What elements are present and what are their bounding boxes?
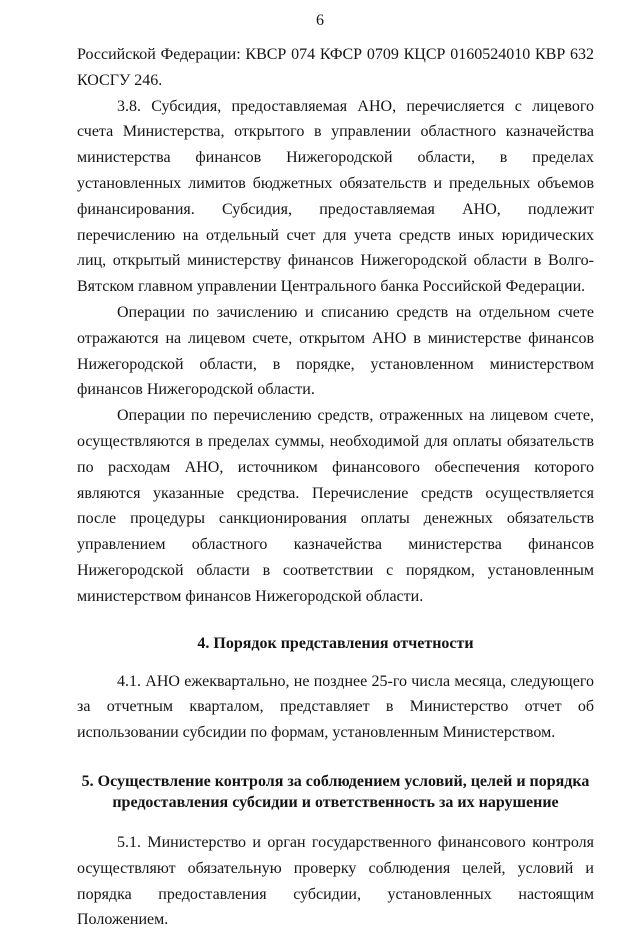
section-5-heading [77,771,594,813]
paragraph-4-1: 4.1. АНО ежеквартально, не позднее 25-го числа месяца, следующего за отчетным кварталом, представляет в Министерство отчет об использовании субсидии по формам, установленным Министерством. [77,672,594,742]
paragraph-operations-transfer: Операции по перечислению средств, отраженных на лицевом счете, осуществляются в пределах суммы, необходимой для оплаты обязательств по расходам АНО, источником финансового обеспечения которого являются указанные средства. Перечисление средств осуществляется после процедуры санкционирования оплаты денежных обязательств управлением областного казначейства министерства финансов Нижегородской области в соответствии с порядком, установленным министерством финансов Нижегородской области. [77,407,594,605]
page-number: 6 [316,12,324,29]
paragraph-kbk-continuation: Российской Федерации: КВСР 074 КФСР 0709 КЦСР 0160524010 КВР 632 КОСГУ 246. [77,46,594,89]
paragraph-3-8: 3.8. Субсидия, предоставляемая АНО, перечисляется с лицевого счета Министерства, открытого в управлении областного казначейства министерства финансов Нижегородской области, в пределах установленных лимитов бюджетных обязательств и предельных объемов финансирования. Субсидия, предоставляемая АНО, подлежит перечислению на отдельный счет для учета средств иных юридических лиц, открытый министерству финансов Нижегородской области в Волго-Вятском главном управлении Центрального банка Российской Федерации. [77,97,594,296]
section-4-heading: 4. Порядок представления отчетности [197,634,474,652]
paragraph-5-1: 5.1. Министерство и орган государственного финансового контроля осуществляют обязательную проверку соблюдения целей, условий и порядка предоставления субсидии, установленных настоящим Положением. [77,833,594,929]
paragraph-operations-crediting: Операции по зачислению и списанию средств на отдельном счете отражаются на лицевом счете, открытом АНО в министерстве финансов Нижегородской области, в порядке, установленном министерством финансов Нижегородской области. [77,303,594,399]
section-5-heading-line-2: предоставления субсидии и ответственность за их нарушение [112,793,559,811]
section-5-heading-line-1: 5. Осуществление контроля за соблюдением условий, целей и порядка [81,772,590,790]
document-body [77,42,594,933]
